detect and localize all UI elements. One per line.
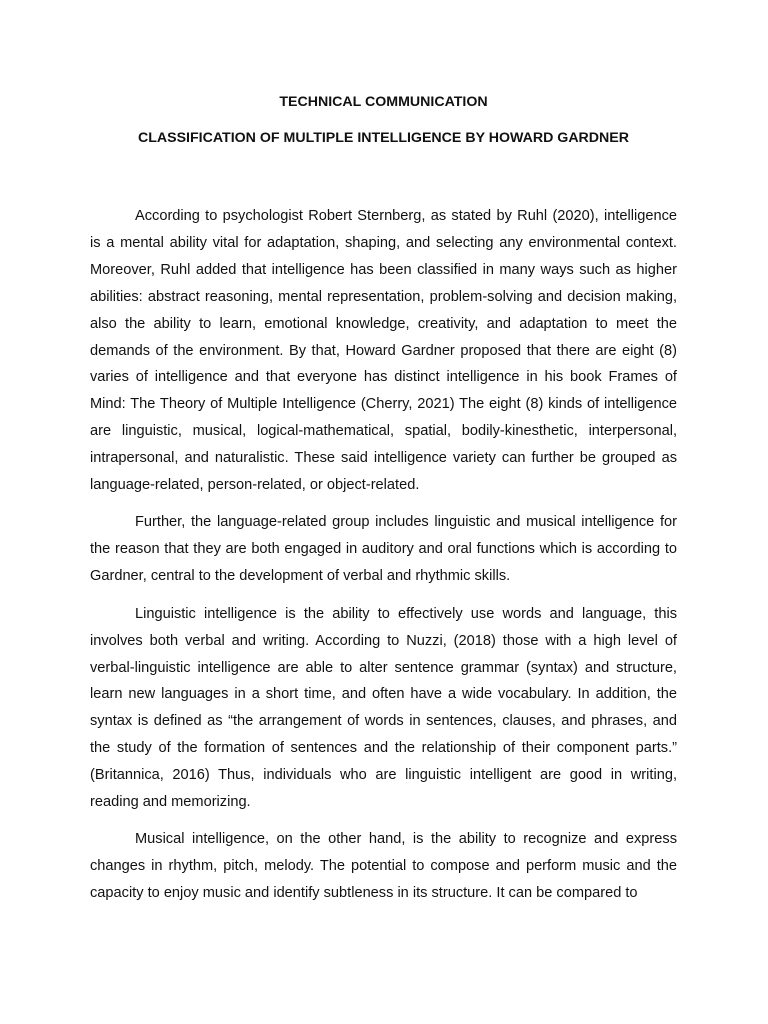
document-body [90, 203, 677, 918]
document-title: TECHNICAL COMMUNICATION [279, 94, 488, 110]
paragraph-musical-intelligence: Musical intelligence, on the other hand, is the ability to recognize and express changes in rhythm, pitch, melody. The potential to compose and perform music and the capacity to enjoy music and identify subtleness in its structure. It can be compared to [90, 831, 677, 902]
document-subtitle: CLASSIFICATION OF MULTIPLE INTELLIGENCE BY HOWARD GARDNER [137, 130, 630, 146]
paragraph-intelligence-definition: According to psychologist Robert Sternberg, as stated by Ruhl (2020), intelligence is a mental ability vital for adaptation, shaping, and selecting any environmental context. Moreover, Ruhl added that intelligence has been classified in many ways such as higher abilities: abstract reasoning, mental representation, problem-solving and decision making, also the ability to learn, emotional knowledge, creativity, and adaptation to meet the demands of the environment. By that, Howard Gardner proposed that there are eight (8) varies of intelligence and that everyone has distinct intelligence in his book Frames of Mind: The Theory of Multiple Intelligence (Cherry, 2021) The eight (8) kinds of intelligence are linguistic, musical, logical-mathematical, spatial, bodily-kinesthetic, interpersonal, intrapersonal, and naturalistic. These said intelligence variety can further be grouped as language-related, person-related, or object-related. [90, 208, 677, 494]
paragraph-language-related-group: Further, the language-related group includes linguistic and musical intelligence for the reason that they are both engaged in auditory and oral functions which is according to Gardner, central to the development of verbal and rhythmic skills. [90, 514, 677, 585]
paragraph-linguistic-intelligence: Linguistic intelligence is the ability to effectively use words and language, this involves both verbal and writing. According to Nuzzi, (2018) those with a high level of verbal-linguistic intelligence are able to alter sentence grammar (syntax) and structure, learn new languages in a short time, and often have a wide vocabulary. In addition, the syntax is defined as “the arrangement of words in sentences, clauses, and phrases, and the study of the formation of sentences and the relationship of their component parts.” (Britannica, 2016) Thus, individuals who are linguistic intelligent are good in writing, reading and memorizing. [90, 605, 677, 811]
